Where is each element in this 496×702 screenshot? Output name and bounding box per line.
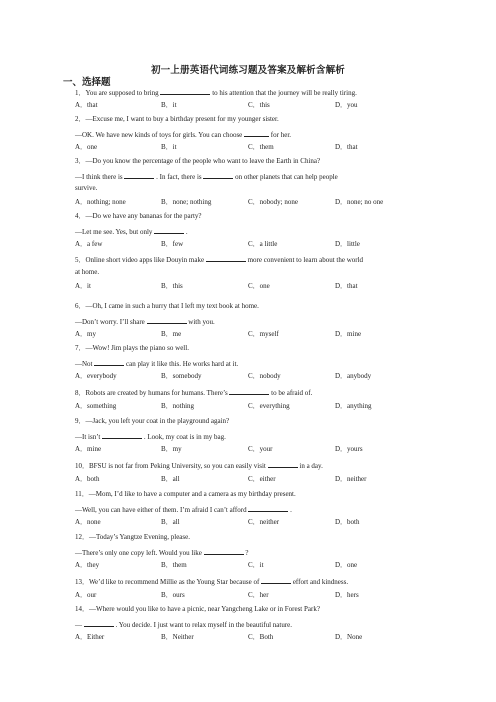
option-d: D．that — [335, 282, 358, 290]
option-d: D．none; no one — [335, 198, 384, 206]
question-text: —I think there is — [75, 173, 123, 181]
question-3-reply — [75, 171, 338, 182]
question-5-cont: at home. — [75, 268, 100, 276]
answer-blank — [244, 129, 269, 137]
option-c: C．everything — [248, 402, 290, 410]
section-heading: 一、选择题 — [63, 78, 111, 88]
question-text: 14．—Where would you like to have a picnic, near Yangcheng Lake or in Forest Park? — [75, 605, 320, 613]
option-c: C．your — [248, 445, 273, 453]
question-text: 13．We’d like to recommend Millie as the Young Star because of — [75, 578, 260, 586]
question-text: —Let me see. Yes, but only — [75, 228, 153, 236]
option-d: D．yours — [335, 445, 363, 453]
question-text: —It isn’t — [75, 433, 101, 441]
option-a: A．both — [75, 475, 100, 483]
question-text: ? — [245, 549, 249, 557]
option-d: D．neither — [335, 475, 367, 483]
question-text: . Look, my coat is in my bag. — [143, 433, 226, 441]
question-text: in a day. — [299, 462, 323, 470]
option-d: D．that — [335, 143, 358, 151]
question-10 — [75, 460, 323, 471]
question-text: with you. — [188, 318, 215, 326]
answer-blank — [268, 460, 298, 468]
question-text: can play it like this. He works hard at it. — [126, 360, 239, 368]
option-d: D．None — [335, 633, 363, 641]
question-4 — [75, 212, 202, 221]
option-a: A．my — [75, 330, 96, 338]
option-a: A．a few — [75, 240, 103, 248]
question-9 — [75, 417, 229, 426]
question-text: 6．—Oh, I came in such a hurry that I left my text book at home. — [75, 302, 259, 310]
option-b: B．nothing — [161, 402, 195, 410]
question-text: . — [290, 506, 292, 514]
question-7 — [75, 344, 189, 353]
answer-blank — [261, 576, 291, 584]
question-2 — [75, 115, 279, 124]
option-b: B．all — [161, 475, 180, 483]
question-text: 1．You are supposed to bring — [75, 89, 159, 97]
option-c: C．Both — [248, 633, 274, 641]
question-text: 7．—Wow! Jim plays the piano so well. — [75, 344, 189, 352]
option-b: B．them — [161, 561, 187, 569]
question-text: more convenient to learn about the world — [247, 256, 364, 264]
option-a: A．none — [75, 518, 101, 526]
question-text: 8．Robots are created by humans for humans. There’s — [75, 389, 228, 397]
answer-blank — [203, 171, 233, 179]
question-11 — [75, 490, 296, 499]
question-text: . — [185, 228, 188, 236]
question-13 — [75, 576, 348, 587]
question-text: 5．Online short video apps like Douyin make — [75, 256, 205, 264]
option-b: B．my — [161, 445, 182, 453]
question-text: . In fact, there is — [156, 173, 202, 181]
option-c: C．either — [248, 475, 276, 483]
option-c: C．them — [248, 143, 274, 151]
option-a: A．that — [75, 101, 98, 109]
page-title: 初一上册英语代词练习题及答案及解析含解析 — [150, 66, 345, 76]
option-d: D．hers — [335, 591, 359, 599]
answer-blank — [102, 431, 142, 439]
option-d: D．little — [335, 240, 360, 248]
question-text: to be afraid of. — [271, 389, 313, 397]
answer-blank — [248, 504, 288, 512]
option-c: C．this — [248, 101, 270, 109]
question-3-cont: survive. — [75, 184, 98, 192]
option-b: B．all — [161, 518, 180, 526]
option-a: A．everybody — [75, 372, 117, 380]
option-b: B．me — [161, 330, 182, 338]
question-text: 12．—Today’s Yangtze Evening, please. — [75, 533, 190, 541]
question-1 — [75, 87, 357, 98]
question-11-reply — [75, 504, 292, 515]
question-text: 10．BFSU is not far from Peking University, so you can easily visit — [75, 462, 266, 470]
question-8 — [75, 387, 312, 398]
option-d: D．both — [335, 518, 360, 526]
answer-blank — [147, 316, 187, 324]
question-4-reply — [75, 226, 188, 237]
option-a: A．our — [75, 591, 97, 599]
question-14 — [75, 605, 320, 614]
option-b: B．few — [161, 240, 184, 248]
option-d: D．one — [335, 561, 358, 569]
option-c: C．her — [248, 591, 269, 599]
option-a: A．it — [75, 282, 91, 290]
option-a: A．mine — [75, 445, 102, 453]
option-b: B．none; nothing — [161, 198, 212, 206]
question-text: on other planets that can help people — [235, 173, 338, 181]
option-a: A．something — [75, 402, 117, 410]
question-3 — [75, 157, 320, 166]
question-text: — — [75, 621, 82, 629]
option-b: B．ours — [161, 591, 185, 599]
question-text: effort and kindness. — [292, 578, 349, 586]
option-a: A．they — [75, 561, 100, 569]
option-b: B．Neither — [161, 633, 194, 641]
option-d: D．anything — [335, 402, 372, 410]
question-text: 2．—Excuse me, I want to buy a birthday present for my younger sister. — [75, 115, 279, 123]
option-c: C．a little — [248, 240, 278, 248]
option-a: A．Either — [75, 633, 105, 641]
question-text: 9．—Jack, you left your coat in the playground again? — [75, 417, 230, 425]
answer-blank — [229, 387, 269, 395]
question-text: —OK. We have new kinds of toys for girls. You can choose — [75, 131, 243, 139]
option-c: C．myself — [248, 330, 279, 338]
question-text: —Don’t worry. I’ll share — [75, 318, 145, 326]
question-6 — [75, 302, 259, 311]
answer-blank — [154, 226, 184, 234]
question-text: to his attention that the journey will be really tiring. — [212, 89, 357, 97]
question-7-reply — [75, 358, 238, 369]
option-d: D．anybody — [335, 372, 372, 380]
option-d: D．you — [335, 101, 358, 109]
question-text: —Not — [75, 360, 93, 368]
option-d: D．mine — [335, 330, 362, 338]
question-text: 3．—Do you know the percentage of the people who want to leave the Earth in China? — [75, 157, 321, 165]
question-text: —There’s only one copy left. Would you like — [75, 549, 202, 557]
answer-blank — [94, 358, 124, 366]
question-2-reply — [75, 129, 291, 140]
option-b: B．it — [161, 143, 177, 151]
answer-blank — [84, 619, 114, 627]
option-c: C．one — [248, 282, 270, 290]
option-a: A．nothing; none — [75, 198, 126, 206]
question-12 — [75, 533, 190, 542]
option-c: C．neither — [248, 518, 280, 526]
answer-blank — [206, 254, 246, 262]
question-14-reply — [75, 619, 292, 630]
answer-blank — [124, 171, 154, 179]
question-text: —Well, you can have either of them. I’m afraid I can’t afford — [75, 506, 247, 514]
question-text: . You decide. I just want to relax myself in the beautiful nature. — [115, 621, 293, 629]
question-text: 11．—Mom, I’d like to have a computer and a camera as my birthday present. — [75, 490, 296, 498]
question-6-reply — [75, 316, 215, 327]
question-9-reply — [75, 431, 226, 442]
option-c: C．it — [248, 561, 264, 569]
option-c: C．nobody; none — [248, 198, 298, 206]
question-text: 4．—Do we have any bananas for the party? — [75, 212, 202, 220]
question-text: for her. — [270, 131, 292, 139]
answer-blank — [160, 87, 210, 95]
option-b: B．this — [161, 282, 183, 290]
option-b: B．it — [161, 101, 177, 109]
option-b: B．somebody — [161, 372, 202, 380]
question-5 — [75, 254, 363, 265]
option-c: C．nobody — [248, 372, 281, 380]
option-a: A．one — [75, 143, 98, 151]
question-12-reply — [75, 547, 248, 558]
answer-blank — [204, 547, 244, 555]
